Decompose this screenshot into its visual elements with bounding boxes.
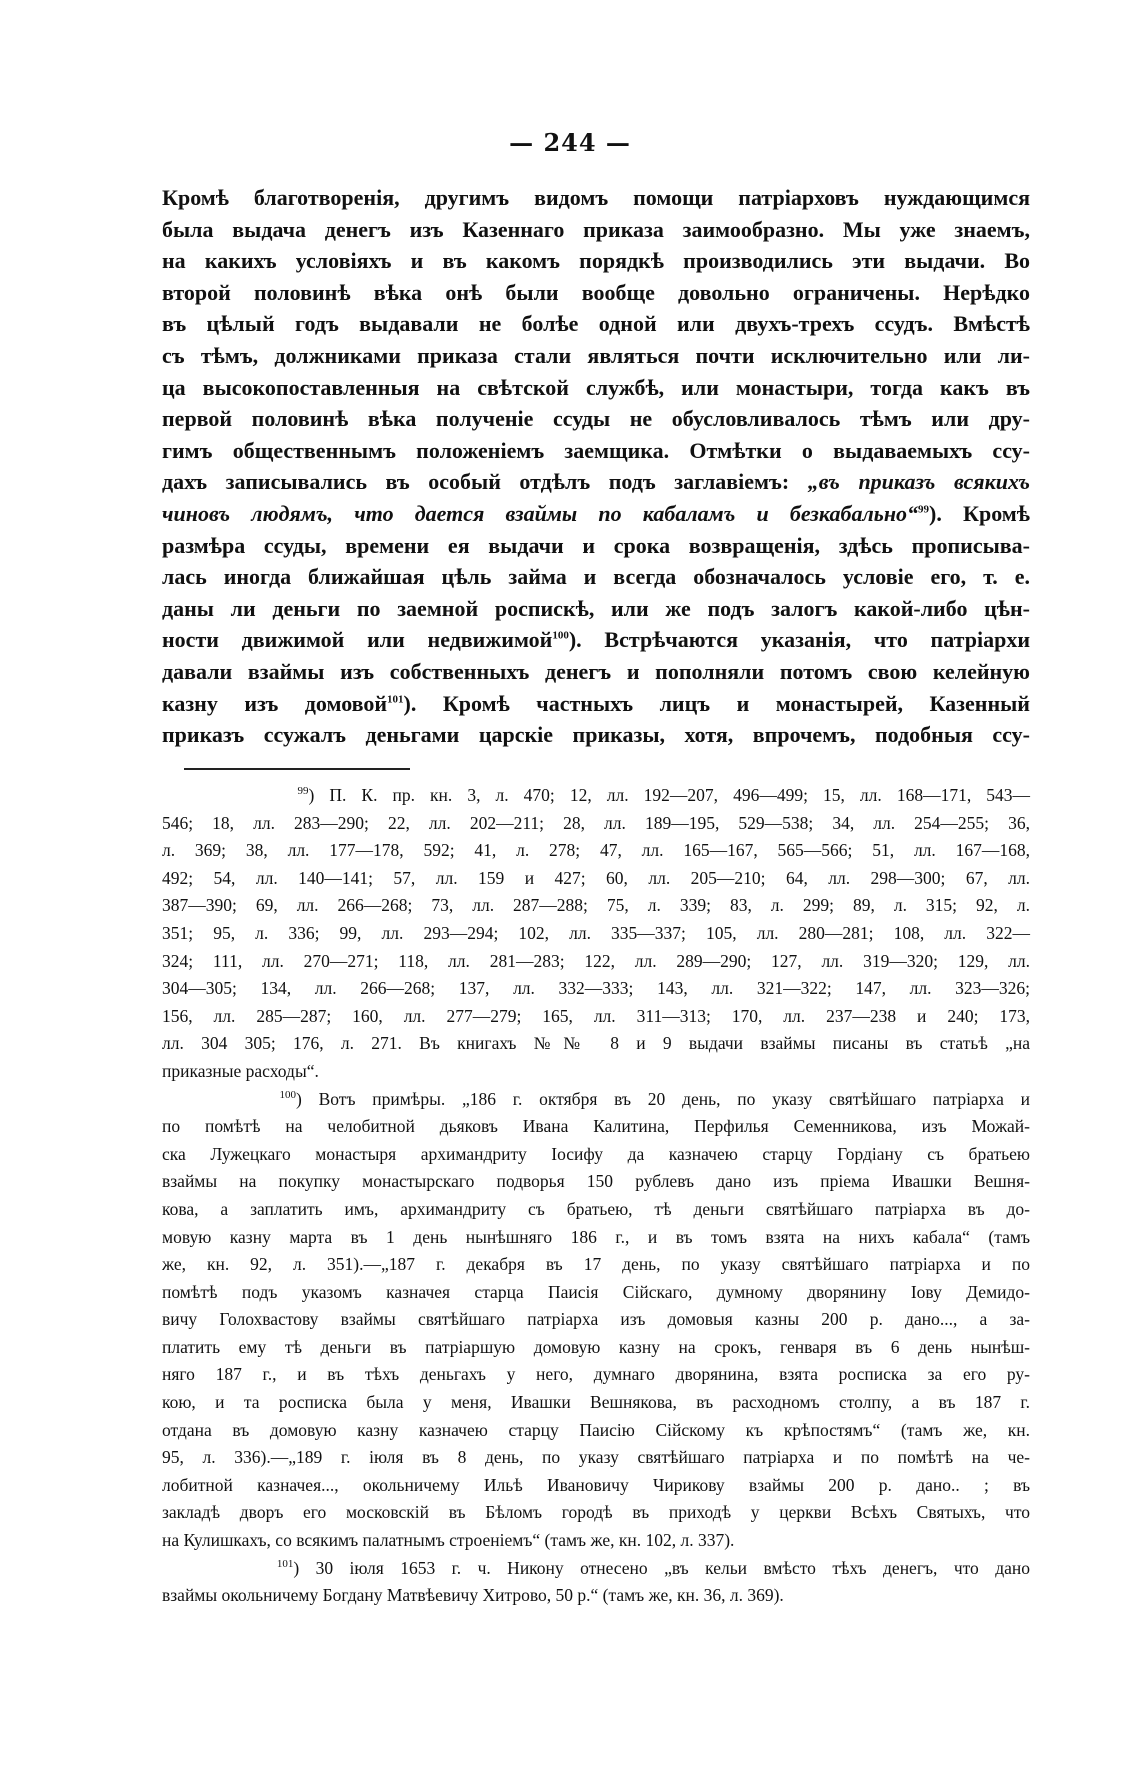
text-line: съ тѣмъ, должниками приказа стали являться почти исключительно или ли- [162, 342, 1030, 368]
text-line: на какихъ условіяхъ и въ какомъ порядкѣ производились эти выдачи. Во [162, 248, 1030, 274]
footnote-text: ) П. К. пр. кн. 3, л. 470; 12, лл. 192—207, 496—499; 15, лл. 168—171, 543— [308, 785, 1030, 805]
section-heading-quote: „въ приказъ всякихъ [807, 469, 1031, 495]
footnote-line: взаймы на покупку монастырскаго подворья 150 рублевъ дано изъ пріема Ивашки Вешня- [162, 1171, 1030, 1192]
footnote-line: няго 187 г., и въ тѣхъ деньгахъ у него, думнаго дворянина, взята росписка за его ру- [162, 1364, 1030, 1385]
footnote-line: 95, л. 336).—„189 г. іюля въ 8 день, по указу святѣйшаго патріарха и по помѣтѣ на че- [162, 1447, 1030, 1468]
footnote-line: лобитной казначея..., окольничему Ильѣ Ивановичу Чирикову взаймы 200 р. дано.. ; въ [162, 1474, 1030, 1495]
footnote-line: по помѣтѣ на челобитной дьяковъ Ивана Калитина, Перфилья Семенникова, изъ Можай- [162, 1116, 1030, 1137]
footnote-line: 546; 18, лл. 283—290; 22, лл. 202—211; 28, лл. 189—195, 529—538; 34, лл. 254—255; 36, [162, 812, 1030, 833]
footnote-text: ) Вотъ примѣры. „186 г. октября въ 20 день, по указу святѣйшаго патріарха и [296, 1088, 1030, 1109]
footnote-line: 387—390; 69, лл. 266—268; 73, лл. 287—288; 75, л. 339; 83, л. 299; 89, л. 315; 92, л. [162, 895, 1030, 916]
text-segment: ). Встрѣчаются указанія, что патріархи [568, 627, 1031, 653]
footnote-line: 304—305; 134, лл. 266—268; 137, лл. 332—333; 143, лл. 321—322; 147, лл. 323—326; [162, 978, 1030, 999]
footnote-line: взаймы окольничему Богдану Матвѣевичу Хитрово, 50 р.“ (тамъ же, кн. 36, л. 369). [162, 1585, 784, 1606]
text-line [162, 688, 1030, 720]
footnote-line: 492; 54, лл. 140—141; 57, лл. 159 и 427; 60, лл. 205—210; 64, лл. 298—300; 67, лл. [162, 867, 1030, 888]
footnote-line [162, 782, 1030, 810]
footnote-101 [162, 1555, 1030, 1610]
footnote-line: л. 369; 38, лл. 177—178, 592; 41, л. 278; 47, лл. 165—167, 565—566; 51, лл. 167—168, [162, 840, 1030, 861]
footnote-ref-100[interactable]: 100 [552, 629, 569, 642]
footnote-separator [184, 768, 410, 770]
text-line: приказъ ссужалъ деньгами царскіе приказы, хотя, впрочемъ, подобныя ссу- [162, 722, 1030, 748]
footnote-100 [162, 1086, 1030, 1555]
footnote-line: вичу Голохвастову взаймы святѣйшаго патріарха изъ домовыя казны 200 р. дано..., а за- [162, 1309, 1030, 1330]
text-segment: ). Кромѣ [929, 500, 1030, 526]
footnote-line: мовую казну марта въ 1 день нынѣшняго 186 г., и въ томъ взята на нихъ кабала“ (тамъ [162, 1226, 1030, 1247]
footnote-ref-101[interactable]: 101 [387, 693, 404, 706]
footnote-line: отдана въ домовую казну казначею старцу Паисію Сійскому къ крѣпостямъ“ (тамъ же, кн. [162, 1419, 1030, 1440]
text-line: въ цѣлый годъ выдавали не болѣе одной или двухъ-трехъ ссудъ. Вмѣстѣ [162, 311, 1030, 337]
footnotes [162, 782, 1030, 1610]
text-segment: дахъ записывались въ особый отдѣлъ подъ заглавіемъ: [162, 469, 790, 495]
text-line [162, 624, 1030, 656]
footnote-line [162, 1555, 1030, 1583]
footnote-line: 324; 111, лл. 270—271; 118, лл. 281—283; 122, лл. 289—290; 127, лл. 319—320; 129, лл. [162, 950, 1030, 971]
text-segment: казну изъ домовой [162, 690, 388, 716]
footnote-number: 100 [279, 1088, 296, 1101]
footnote-line: кою, и та росписка была у меня, Ивашки Вешнякова, въ расходномъ столпу, а въ 187 г. [162, 1392, 1030, 1413]
footnote-number: 101 [276, 1557, 294, 1570]
text-line: первой половинѣ вѣка полученіе ссуды не обусловливалось тѣмъ или дру- [162, 406, 1030, 432]
footnote-line: 156, лл. 285—287; 160, лл. 277—279; 165, лл. 311—313; 170, лл. 237—238 и 240; 173, [162, 1005, 1030, 1026]
footnote-99 [162, 782, 1030, 1086]
text-line: гимъ общественнымъ положеніемъ заемщика. Отмѣтки о выдаваемыхъ ссу- [162, 437, 1030, 463]
text-line: ца высокопоставленныя на свѣтской службѣ, или монастыри, тогда какъ въ [162, 374, 1030, 400]
text-line: лась иногда ближайшая цѣль займа и всегда обозначалось условіе его, т. е. [162, 564, 1030, 590]
footnote-text: ) 30 іюля 1653 г. ч. Никону отнесено „въ кельи вмѣсто тѣхъ денегъ, что дано [293, 1557, 1030, 1578]
text-line: давали взаймы изъ собственныхъ денегъ и пополняли потомъ свою келейную [162, 658, 1030, 684]
footnote-line: кова, а заплатить имъ, архимандриту съ братьею, тѣ деньги святѣйшаго патріарха въ до- [162, 1198, 1030, 1219]
text-line: второй половинѣ вѣка онѣ были вообще довольно ограничены. Нерѣдко [162, 279, 1030, 305]
footnote-line: же, кн. 92, л. 351).—„187 г. декабря въ 17 день, по указу святѣйшаго патріарха и по [162, 1254, 1030, 1275]
footnote-line: 351; 95, л. 336; 99, лл. 293—294; 102, лл. 335—337; 105, лл. 280—281; 108, лл. 322— [162, 922, 1030, 943]
footnote-line: приказные расходы“. [162, 1060, 319, 1081]
text-line: даны ли деньги по заемной роспискѣ, или же подъ залогъ какой-либо цѣн- [162, 595, 1030, 621]
section-heading-quote: чиновъ людямъ, что дается взаймы по кабаламъ и безкабально“ [162, 500, 919, 526]
text-line: размѣра ссуды, времени ея выдачи и срока возвращенія, здѣсь прописыва- [162, 532, 1030, 558]
page-number: — 244 — [509, 128, 631, 157]
footnote-ref-99[interactable]: 99 [918, 503, 930, 516]
text-segment: ). Кромѣ частныхъ лицъ и монастырей, Казенный [403, 690, 1030, 716]
text-segment: ности движимой или недвижимой [162, 627, 553, 653]
footnote-line: лл. 304 305; 176, л. 271. Въ книгахъ №№ 8 и 9 выдачи взаймы писаны въ статьѣ „на [162, 1033, 1030, 1054]
footnote-number: 99 [297, 785, 309, 798]
footnote-line: помѣтѣ подъ указомъ казначея старца Паисія Сійскаго, думному дворянину Іову Демидо- [162, 1281, 1030, 1302]
text-line: была выдача денегъ изъ Казеннаго приказа заимообразно. Мы уже знаемъ, [162, 216, 1030, 242]
footnote-line: платить ему тѣ деньги въ патріаршую домовую казну на срокъ, генваря въ 6 день нынѣш- [162, 1336, 1030, 1357]
footnote-line: на Кулишкахъ, со всякимъ палатнымъ строеніемъ“ (тамъ же, кн. 102, л. 337). [162, 1530, 735, 1551]
footnote-line: закладѣ дворъ его московскій въ Бѣломъ городѣ въ приходѣ у церкви Всѣхъ Святыхъ, что [162, 1502, 1030, 1523]
footnote-line [162, 1086, 1030, 1114]
footnote-line: ска Лужецкаго монастыря архимандриту Іосифу да казначею старцу Гордіану съ братьею [162, 1143, 1030, 1164]
text-line [162, 498, 1030, 530]
text-line: Кромѣ благотворенія, другимъ видомъ помощи патріарховъ нуждающимся [162, 185, 1030, 210]
main-text [162, 182, 1030, 751]
text-line [162, 466, 1030, 498]
